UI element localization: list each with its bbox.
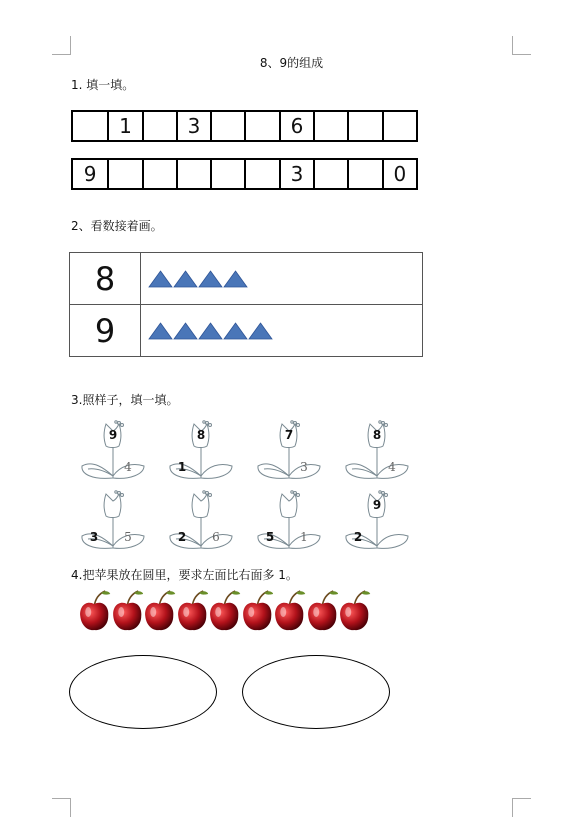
row-number: 9 — [70, 305, 141, 356]
flower-item — [166, 420, 236, 484]
margin-corner-top-right — [512, 36, 531, 55]
flower-item — [342, 420, 412, 484]
question-1-label: 1. 填一填。 — [71, 78, 135, 92]
cherry-row — [78, 590, 371, 632]
number-cell: 3 — [176, 112, 210, 140]
flower-number-left: 1 — [177, 460, 187, 474]
triangle-icon — [173, 322, 198, 340]
number-cell[interactable] — [382, 112, 416, 140]
number-cell: 0 — [382, 160, 416, 188]
cherry-icon[interactable] — [143, 590, 176, 632]
drawing-area[interactable] — [141, 305, 422, 356]
number-cell[interactable] — [347, 112, 381, 140]
cherry-icon[interactable] — [338, 590, 371, 632]
margin-corner-bottom-right — [512, 798, 531, 817]
triangle-icon — [223, 322, 248, 340]
triangle-table — [69, 252, 423, 357]
cherry-icon[interactable] — [241, 590, 274, 632]
triangle-icon — [198, 270, 223, 288]
flower-icon — [254, 490, 324, 554]
margin-corner-bottom-left — [52, 798, 71, 817]
question-2-label: 2、看数接着画。 — [71, 219, 163, 233]
number-cell[interactable] — [73, 112, 107, 140]
flower-item — [342, 490, 412, 554]
cherry-icon[interactable] — [306, 590, 339, 632]
number-cell[interactable] — [142, 160, 176, 188]
triangle-icon — [198, 322, 223, 340]
number-cell: 3 — [279, 160, 313, 188]
triangle-icon — [148, 322, 173, 340]
cherry-icon[interactable] — [176, 590, 209, 632]
flower-number-left: 2 — [177, 530, 187, 544]
flower-item — [254, 420, 324, 484]
flower-number-right: 4 — [124, 460, 132, 474]
number-cell: 9 — [83, 162, 97, 186]
flower-number-right: 6 — [212, 530, 220, 544]
flower-icon — [166, 490, 236, 554]
page-title: 8、9的组成 — [259, 56, 324, 70]
cherry-icon[interactable] — [273, 590, 306, 632]
flower-item — [78, 490, 148, 554]
answer-circle-right[interactable] — [242, 655, 390, 729]
number-cell[interactable] — [244, 112, 278, 140]
number-cell: 6 — [279, 112, 313, 140]
triangle-icon — [248, 322, 273, 340]
flower-number-top: 8 — [372, 428, 382, 442]
answer-circle-left[interactable] — [69, 655, 217, 729]
margin-corner-top-left — [52, 36, 71, 55]
cherry-icon[interactable] — [208, 590, 241, 632]
number-cell[interactable] — [210, 112, 244, 140]
triangle-table-row — [70, 253, 422, 304]
triangle-icon — [148, 270, 173, 288]
flower-item — [78, 420, 148, 484]
number-cell[interactable] — [176, 160, 210, 188]
flower-number-right: 1 — [300, 530, 308, 544]
flower-item — [254, 490, 324, 554]
triangle-icon — [173, 270, 198, 288]
question-4-label: 4.把苹果放在圆里，要求左面比右面多 1。 — [71, 568, 298, 582]
flower-number-top: 8 — [196, 428, 206, 442]
flower-number-top: 7 — [284, 428, 294, 442]
flower-number-right: 4 — [388, 460, 396, 474]
number-cell[interactable] — [210, 160, 244, 188]
number-row-2 — [71, 158, 418, 190]
number-cell[interactable] — [107, 160, 141, 188]
number-cell[interactable] — [142, 112, 176, 140]
number-cell[interactable] — [244, 160, 278, 188]
flower-number-top: 9 — [108, 428, 118, 442]
flower-number-left: 3 — [89, 530, 99, 544]
flower-number-top: 9 — [372, 498, 382, 512]
flower-item — [166, 490, 236, 554]
number-cell: 1 — [107, 112, 141, 140]
cherry-icon[interactable] — [78, 590, 111, 632]
flower-grid — [78, 420, 418, 555]
triangle-icon — [223, 270, 248, 288]
triangle-table-row — [70, 304, 422, 356]
row-number: 8 — [70, 253, 141, 304]
drawing-area[interactable] — [141, 253, 422, 304]
flower-number-right: 5 — [124, 530, 132, 544]
question-3-label: 3.照样子，填一填。 — [71, 393, 179, 407]
flower-number-left: 5 — [265, 530, 275, 544]
number-cell[interactable] — [347, 160, 381, 188]
flower-number-left: 2 — [353, 530, 363, 544]
flower-icon — [78, 490, 148, 554]
flower-number-right: 3 — [300, 460, 308, 474]
cherry-icon[interactable] — [111, 590, 144, 632]
number-cell[interactable] — [313, 112, 347, 140]
number-row-1 — [71, 110, 418, 142]
number-cell[interactable] — [313, 160, 347, 188]
